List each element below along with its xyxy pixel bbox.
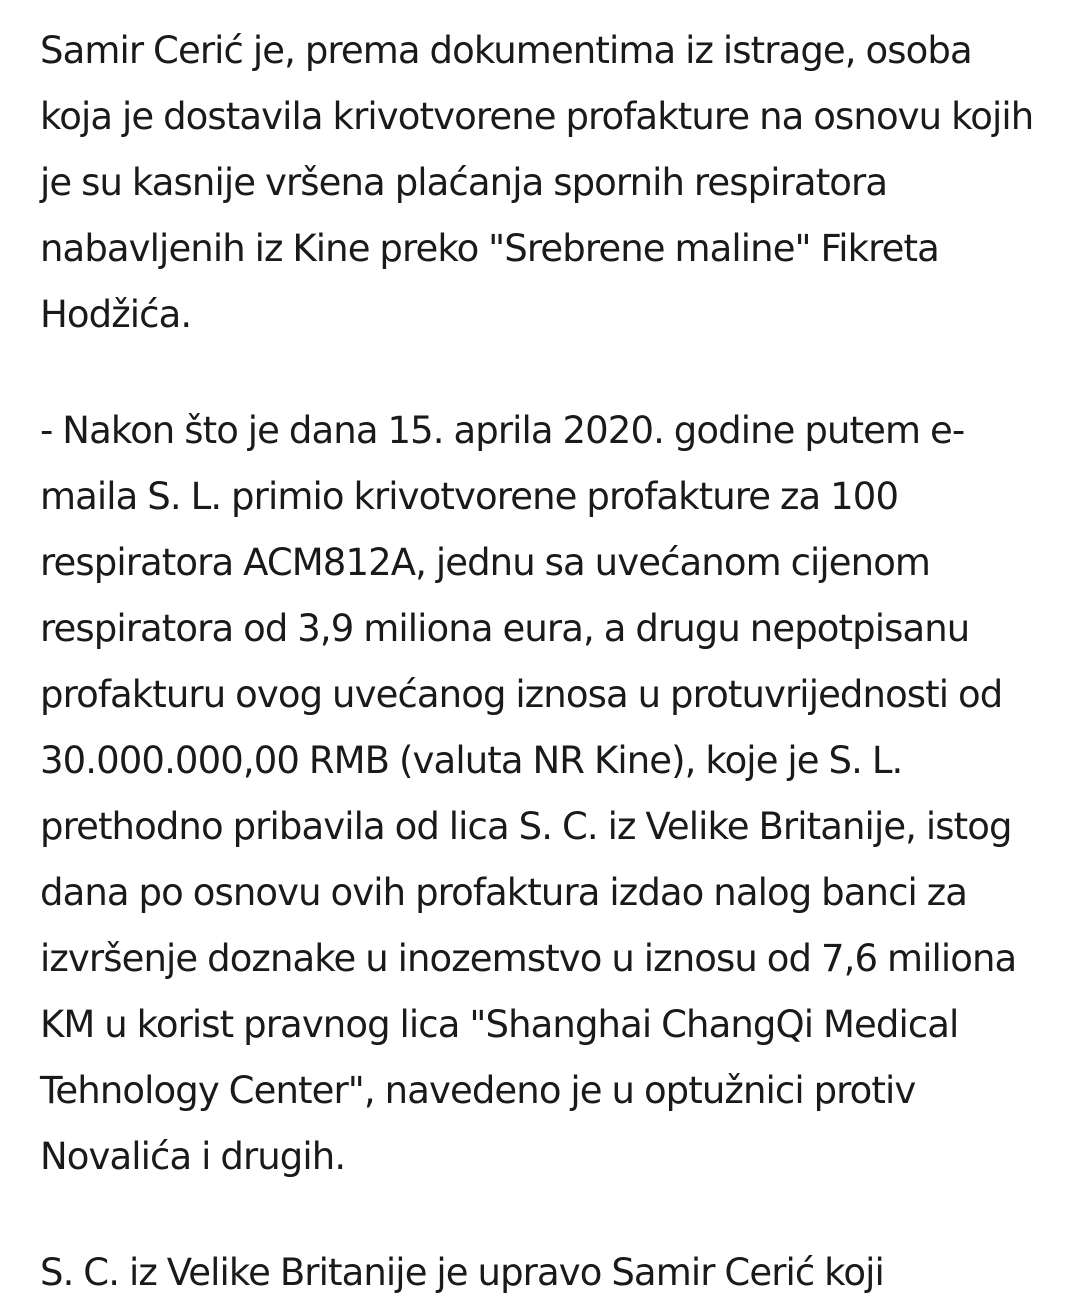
article-paragraph: Samir Cerić je, prema dokumentima iz istrage, osoba koja je dostavila krivotvorene profakture na osnovu kojih je su kasnije vršena plaćanja spornih respiratora nabavljenih iz Kine preko "Srebrene maline" Fikreta Hodžića. — [40, 29, 1034, 336]
article-paragraph-partial: S. C. iz Velike Britanije je upravo Samir Cerić koji — [40, 1251, 884, 1294]
article-body — [40, 18, 1050, 1306]
article-paragraph: - Nakon što je dana 15. aprila 2020. godine putem e-maila S. L. primio krivotvorene profakture za 100 respiratora ACM812A, jednu sa uvećanom cijenom respiratora od 3,9 miliona eura, a drugu nepotpisanu profakturu ovog uvećanog iznosa u protuvrijednosti od 30.000.000,00 RMB (valuta NR Kine), koje je S. L. prethodno pribavila od lica S. C. iz Velike Britanije, istog dana po osnovu ovih profaktura izdao nalog banci za izvršenje doznake u inozemstvo u iznosu od 7,6 miliona KM u korist pravnog lica "Shanghai ChangQi Medical Tehnology Center", navedeno je u optužnici protiv Novalića i drugih. — [40, 409, 1017, 1178]
